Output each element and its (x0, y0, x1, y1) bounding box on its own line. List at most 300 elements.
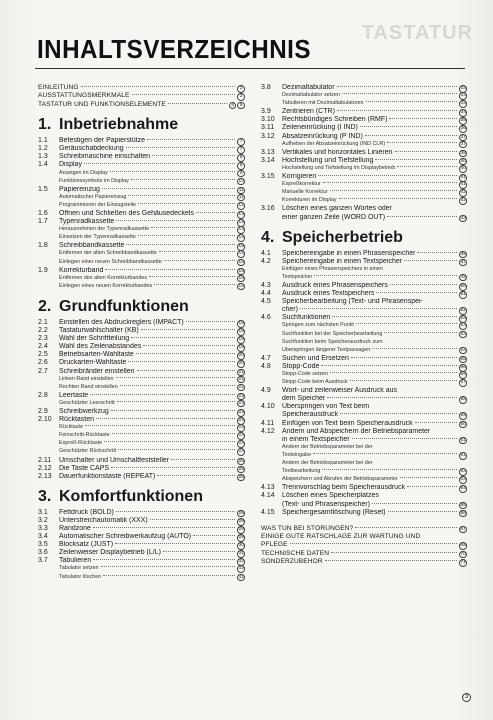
entry-label: Absatzeinrückung (P IND) (282, 132, 363, 140)
title-rule (35, 68, 465, 69)
toc-subentry[interactable] (261, 331, 467, 339)
page-ref: 47 (460, 259, 466, 265)
toc-entry[interactable] (261, 550, 467, 558)
toc-entry[interactable] (261, 149, 467, 157)
toc-entry[interactable] (261, 501, 467, 509)
toc-entry[interactable] (38, 153, 245, 161)
toc-entry[interactable] (261, 290, 467, 298)
toc-subentry[interactable] (261, 460, 467, 468)
toc-entry[interactable] (261, 173, 467, 181)
entry-label: einer ganzen Zeile (WORD OUT) (282, 213, 386, 221)
entry-label: Stopp-Code beim Ausdruck (282, 379, 348, 386)
entry-number: 1.9 (38, 266, 48, 274)
page-ref: 32 (238, 574, 244, 580)
toc-entry[interactable] (261, 428, 467, 436)
leader-dots (327, 397, 457, 398)
page-ref: 43 (460, 215, 466, 221)
page-ref: 65 (460, 502, 466, 508)
toc-subentry[interactable] (38, 250, 245, 258)
leader-dots (103, 575, 235, 576)
leader-dots (372, 503, 457, 504)
toc-entry[interactable] (38, 343, 245, 351)
leader-dots (96, 418, 235, 419)
toc-entry[interactable] (38, 137, 245, 145)
toc-subentry[interactable] (261, 322, 467, 330)
entry-label: Suchfunktion beim Speicherausdruck zum (282, 338, 383, 345)
leader-dots (404, 260, 457, 261)
leader-dots (111, 410, 236, 411)
page-ref: 11 (238, 194, 244, 200)
toc-entry[interactable] (261, 355, 467, 363)
leader-dots (154, 284, 235, 285)
toc-subentry[interactable] (38, 448, 245, 456)
toc-subentry[interactable] (38, 424, 245, 432)
toc-entry[interactable] (261, 395, 467, 403)
leader-dots (325, 560, 458, 561)
toc-entry[interactable] (38, 327, 245, 335)
section-heading (261, 229, 467, 248)
leader-dots (196, 212, 236, 213)
page-title: INHALTSVERZEICHNIS (37, 34, 311, 64)
leader-dots (397, 166, 457, 167)
entry-label: Ändern und Abspeichern der Betriebsparameter (282, 427, 431, 435)
leader-dots (116, 220, 235, 221)
page-ref: 15 (238, 251, 244, 257)
entry-label: Dezimaltabulator setzen (282, 92, 340, 99)
entry-number: 4.6 (261, 314, 271, 322)
entry-label: Speichergesamtlöschung (Reset) (282, 508, 386, 516)
page-ref: 25 (238, 466, 244, 472)
toc-subentry[interactable] (261, 468, 467, 476)
toc-entry[interactable] (38, 457, 245, 465)
entry-number: 4.15 (261, 508, 275, 516)
toc-entry[interactable] (38, 145, 245, 153)
toc-entry[interactable] (261, 420, 467, 428)
page-refs (229, 102, 245, 110)
toc-entry[interactable] (38, 92, 245, 100)
leader-dots (143, 345, 235, 346)
toc-entry[interactable] (261, 84, 467, 92)
toc-entry[interactable] (261, 525, 467, 533)
leader-dots (339, 198, 458, 199)
page-ref: 51 (460, 292, 466, 298)
page-ref: 23 (238, 400, 244, 406)
toc-subentry[interactable] (38, 565, 245, 573)
entry-label: Rücktasten (59, 416, 95, 424)
page-ref: 26 (238, 474, 244, 480)
leader-dots (132, 94, 236, 95)
toc-entry[interactable] (38, 218, 245, 226)
entry-number: 2.10 (38, 416, 52, 424)
toc-entry[interactable] (261, 411, 467, 419)
entry-label: Programmieren der Einzugsteile (59, 201, 137, 208)
leader-dots (375, 159, 457, 160)
page-ref: 19 (238, 345, 244, 351)
toc-subentry[interactable] (261, 165, 467, 173)
toc-entry[interactable] (38, 368, 245, 376)
section-title: Inbetriebnahme (59, 116, 179, 134)
toc-subentry[interactable] (38, 432, 245, 440)
toc-entry[interactable] (261, 133, 467, 141)
toc-entry[interactable] (261, 250, 467, 258)
toc-entry[interactable] (261, 108, 467, 116)
toc-subentry[interactable] (261, 197, 467, 205)
toc-entry[interactable] (261, 509, 467, 517)
page-ref: 57 (460, 380, 466, 386)
entry-number: 4.11 (261, 419, 275, 427)
page-ref: 8 (237, 154, 245, 162)
toc-entry[interactable] (261, 306, 467, 314)
toc-entry[interactable] (261, 387, 467, 395)
toc-subentry[interactable] (38, 400, 245, 408)
entry-label: Trennvorschlag beim Speicherausdruck (282, 484, 406, 492)
toc-subentry[interactable] (261, 181, 467, 189)
entry-label: Geschützter Leerschritt (59, 399, 115, 406)
entry-label: Stopp-Code setzen (282, 371, 329, 377)
page-ref: 30 (238, 543, 244, 549)
entry-label: Entfernen des alten Korrekturbandes (59, 274, 148, 281)
toc-entry[interactable] (38, 517, 245, 525)
leader-dots (116, 511, 236, 512)
toc-entry[interactable] (38, 319, 245, 327)
toc-entry[interactable] (38, 509, 245, 517)
page-ref: 24 (238, 418, 244, 424)
leader-dots (131, 337, 235, 338)
toc-subentry[interactable] (261, 100, 467, 108)
page-ref: 38 (460, 150, 466, 156)
entry-label: Hochstellung und Tiefstellung im Displaybetrieb (282, 164, 396, 171)
entry-label: Öffnen und Schließen des Gehäusedeckels (59, 210, 194, 218)
entry-label: Funktionssymbole im Display (59, 177, 129, 184)
leader-dots (111, 467, 235, 468)
section-number: 4. (261, 228, 275, 246)
entry-label: Schreibränder einstellen (59, 367, 135, 375)
section-number: 1. (38, 116, 52, 134)
entry-number: 3.8 (261, 84, 271, 91)
toc-subentry[interactable] (261, 371, 467, 379)
entry-label: WAS TUN BEI STÖRUNGEN? (261, 524, 354, 532)
leader-dots (128, 195, 235, 196)
toc-entry[interactable] (38, 335, 245, 343)
entry-number: 1.8 (38, 242, 48, 250)
page-ref: 16 (238, 275, 244, 281)
entry-label: Expreßkorrektur (282, 181, 321, 188)
toc-subentry[interactable] (261, 274, 467, 282)
toc-entry[interactable] (261, 533, 467, 541)
entry-label: Blocksatz (JUST) (59, 541, 114, 549)
page-ref: 20 (238, 353, 244, 359)
entry-label: Löschen eines ganzen Wortes oder (282, 205, 392, 213)
toc-subentry[interactable] (261, 452, 467, 460)
toc-entry[interactable] (38, 242, 245, 250)
toc-entry[interactable] (261, 157, 467, 165)
section-heading (38, 116, 245, 135)
leader-dots (168, 103, 227, 104)
entry-number: 4.1 (261, 249, 271, 257)
leader-dots (147, 139, 235, 140)
toc-entry[interactable] (38, 465, 245, 473)
toc-subentry[interactable] (261, 339, 467, 347)
entry-label: (Text- und Phrasenspeicher) (282, 500, 370, 508)
leader-dots (117, 401, 236, 402)
toc-entry[interactable] (261, 116, 467, 124)
toc-subentry[interactable] (261, 92, 467, 100)
entry-label: Automatischer Schreibwerkaufzug (AUTO) (59, 533, 192, 541)
section-heading (38, 488, 245, 507)
entry-label: Tabulator löschen (59, 573, 102, 580)
entry-number: 3.11 (261, 124, 275, 132)
page-ref: 31 (238, 551, 244, 557)
entry-number: 4.9 (261, 387, 271, 395)
entry-label: Einsetzen der Typenradkassette (59, 234, 136, 241)
leader-dots (351, 357, 457, 358)
leader-dots (131, 179, 236, 180)
entry-label: Einfügen von Text beim Speicherausdruck (282, 419, 413, 427)
entry-label: Wort- und zeilenweiser Ausdruck aus (282, 387, 398, 395)
toc-entry[interactable] (38, 533, 245, 541)
page-ref: 29 (238, 535, 244, 541)
entry-label: EINIGE GUTE RATSCHLÄGE ZUR WARTUNG UND (261, 533, 421, 541)
entry-label: Betriebsarten-Wahltaste (59, 351, 134, 359)
page-ref: 7 (237, 146, 245, 154)
toc-entry[interactable] (261, 484, 467, 492)
leader-dots (322, 469, 457, 470)
toc-subentry[interactable] (38, 170, 245, 178)
leader-dots (356, 323, 457, 324)
entry-number: 2.11 (38, 456, 52, 464)
toc-entry[interactable] (38, 101, 245, 109)
page-ref: 67 (460, 526, 466, 532)
toc-entry[interactable] (261, 403, 467, 411)
toc-subentry[interactable] (38, 275, 245, 283)
toc-subentry[interactable] (38, 259, 245, 267)
toc-entry[interactable] (38, 473, 245, 481)
toc-subentry[interactable] (38, 440, 245, 448)
toc-subentry[interactable] (261, 379, 467, 387)
toc-subentry[interactable] (261, 266, 467, 274)
toc-subentry[interactable] (261, 444, 467, 452)
entry-number: 2.6 (38, 359, 48, 367)
entry-number: 3.1 (38, 508, 48, 516)
leader-dots (93, 559, 235, 560)
page-ref: 9 (237, 170, 245, 178)
entry-label: Ändern der Betriebsparameter bei der (282, 443, 373, 450)
toc-subentry[interactable] (38, 226, 245, 234)
toc-entry[interactable] (38, 549, 245, 557)
toc-entry[interactable] (38, 557, 245, 565)
toc-entry[interactable] (261, 314, 467, 322)
entry-label: Aufheben der Absatzeinrückung (IND CLR) (282, 140, 386, 147)
leader-dots (395, 151, 458, 152)
leader-dots (300, 308, 457, 309)
toc-entry[interactable] (38, 351, 245, 359)
entry-label: Geräuschabdeckung (59, 145, 124, 153)
leader-dots (93, 527, 235, 528)
toc-entry[interactable] (38, 392, 245, 400)
leader-dots (104, 441, 235, 442)
toc-subentry[interactable] (38, 202, 245, 210)
entry-number: 2.9 (38, 407, 48, 415)
entry-label: Randzone (59, 525, 91, 533)
entry-label: Löschen eines Speicherplatzes (282, 492, 379, 500)
entry-label: Schreibwerkzug (59, 407, 109, 415)
page-ref: 34 (460, 110, 466, 116)
toc-subentry[interactable] (38, 574, 245, 582)
leader-dots (110, 171, 236, 172)
page-ref: 33 (460, 101, 466, 107)
toc-subentry[interactable] (38, 376, 245, 384)
entry-label: Die Taste CAPS (59, 464, 110, 472)
toc-subentry[interactable] (261, 189, 467, 197)
entry-number: 4.5 (261, 298, 271, 306)
entry-label: TECHNISCHE DATEN (261, 549, 330, 557)
toc-subentry[interactable] (261, 141, 467, 149)
toc-entry[interactable] (261, 492, 467, 500)
page-ref: 24 (238, 441, 244, 447)
entry-number: 2.4 (38, 343, 48, 351)
toc-subentry[interactable] (38, 178, 245, 186)
toc-entry[interactable] (261, 436, 467, 444)
bleed-through-text: TASTATUR (361, 22, 473, 44)
toc-entry[interactable] (38, 525, 245, 533)
page-ref: 25 (238, 458, 244, 464)
entry-number: 2.3 (38, 335, 48, 343)
toc-entry[interactable] (38, 359, 245, 367)
toc-entry[interactable] (261, 298, 467, 306)
page-ref: 16 (238, 268, 244, 274)
entry-label: Papiereinzug (59, 185, 100, 193)
toc-entry[interactable] (261, 214, 467, 222)
entry-label: Rechtsbündiges Schreiben (RMF) (282, 116, 388, 124)
page-ref: 33 (460, 86, 466, 91)
toc-subentry[interactable] (261, 347, 467, 355)
entry-label: Display (59, 161, 82, 169)
toc-entry[interactable] (261, 363, 467, 371)
entry-label: Speicherausdruck (282, 411, 339, 419)
leader-dots (352, 438, 458, 439)
entry-number: 2.8 (38, 391, 48, 399)
toc-subentry[interactable] (38, 384, 245, 392)
page-ref: 21 (238, 376, 244, 382)
toc-entry[interactable] (38, 186, 245, 194)
page-ref: 52 (460, 308, 466, 314)
section-heading (38, 298, 245, 317)
page-ref: 53 (460, 323, 466, 329)
leader-dots (141, 329, 236, 330)
page-ref: 24 (238, 433, 244, 439)
toc-entry[interactable] (38, 84, 245, 92)
page-ref: 16 (238, 283, 244, 289)
toc-entry[interactable] (38, 210, 245, 218)
toc-entry[interactable] (38, 416, 245, 424)
leader-dots (105, 269, 235, 270)
leader-dots (163, 551, 235, 552)
toc-entry[interactable] (38, 267, 245, 275)
entry-number: 3.7 (38, 557, 48, 565)
page-ref: 60 (460, 421, 466, 427)
entry-number: 3.5 (38, 541, 48, 549)
page-ref: 64 (460, 486, 466, 492)
entry-number: 4.3 (261, 281, 271, 289)
entry-label: Überspringen längerer Textpassagen (282, 346, 371, 353)
page-ref: 36 (460, 126, 466, 132)
toc-entry[interactable] (261, 558, 467, 566)
entry-label: Tabulieren mit Dezimaltabulatoren (282, 100, 364, 107)
page-ref: 45 (460, 251, 466, 257)
entry-number: 3.4 (38, 533, 48, 541)
toc-subentry[interactable] (38, 234, 245, 242)
leader-dots (331, 552, 457, 553)
entry-label: Texteingabe (282, 451, 312, 458)
leader-dots (387, 142, 457, 143)
page-ref: 24 (238, 449, 244, 455)
page-ref: 19 (238, 337, 244, 343)
page-ref: 35 (460, 118, 466, 124)
entry-number: 4.10 (261, 403, 275, 411)
section-title: Komfortfunktionen (59, 487, 203, 505)
entry-label: EINLEITUNG (38, 84, 79, 91)
page-ref: 41 (460, 175, 466, 181)
page-ref: 62 (460, 469, 466, 475)
leader-dots (372, 348, 457, 349)
entry-label: Suchfunktion bei der Speicherbearbeitung (282, 330, 383, 337)
entry-label: Herausnehmen der Typenradkassette (59, 226, 150, 233)
page-ref: 59 (460, 413, 466, 419)
toc-subentry[interactable] (261, 476, 467, 484)
page-ref: 32 (238, 566, 244, 572)
section-title: Grundfunktionen (59, 297, 189, 315)
page-ref: 14 (238, 220, 244, 226)
leader-dots (387, 216, 457, 217)
entry-number: 3.14 (261, 156, 275, 164)
toc-entry[interactable] (261, 282, 467, 290)
entry-label: dem Speicher (282, 395, 326, 403)
entry-number: 2.13 (38, 472, 52, 480)
entry-number: 1.7 (38, 218, 48, 226)
page-ref: 53 (460, 331, 466, 337)
page-ref: 15 (238, 259, 244, 265)
toc-entry[interactable] (261, 258, 467, 266)
entry-number: 3.10 (261, 116, 275, 124)
entry-label: SONDERZUBEHÖR (261, 558, 323, 566)
leader-dots (376, 292, 457, 293)
toc-entry[interactable] (38, 408, 245, 416)
toc-entry[interactable] (38, 541, 245, 549)
toc-subentry[interactable] (38, 194, 245, 202)
entry-number: 2.2 (38, 327, 48, 335)
leader-dots (313, 453, 457, 454)
toc-entry[interactable] (261, 541, 467, 549)
entry-number: 3.6 (38, 549, 48, 557)
entry-number: 1.4 (38, 161, 48, 169)
section-number: 2. (38, 297, 52, 315)
leader-dots (112, 433, 236, 434)
toc-entry[interactable] (261, 205, 467, 213)
entry-label: Manuelle Korrektur (282, 189, 328, 196)
page-ref: 5 (237, 102, 245, 110)
toc-entry[interactable] (38, 161, 245, 169)
leader-dots (84, 163, 235, 164)
page-ref: 69 (460, 543, 466, 549)
page-ref: 2 (237, 85, 245, 93)
page-ref: 37 (460, 134, 466, 140)
page-ref: 63 (460, 477, 466, 483)
leader-dots (290, 543, 458, 544)
toc-subentry[interactable] (38, 283, 245, 291)
leader-dots (102, 188, 236, 189)
toc-entry[interactable] (261, 124, 467, 132)
entry-label: Entfernen der alten Schreibbandkassette (59, 250, 157, 257)
